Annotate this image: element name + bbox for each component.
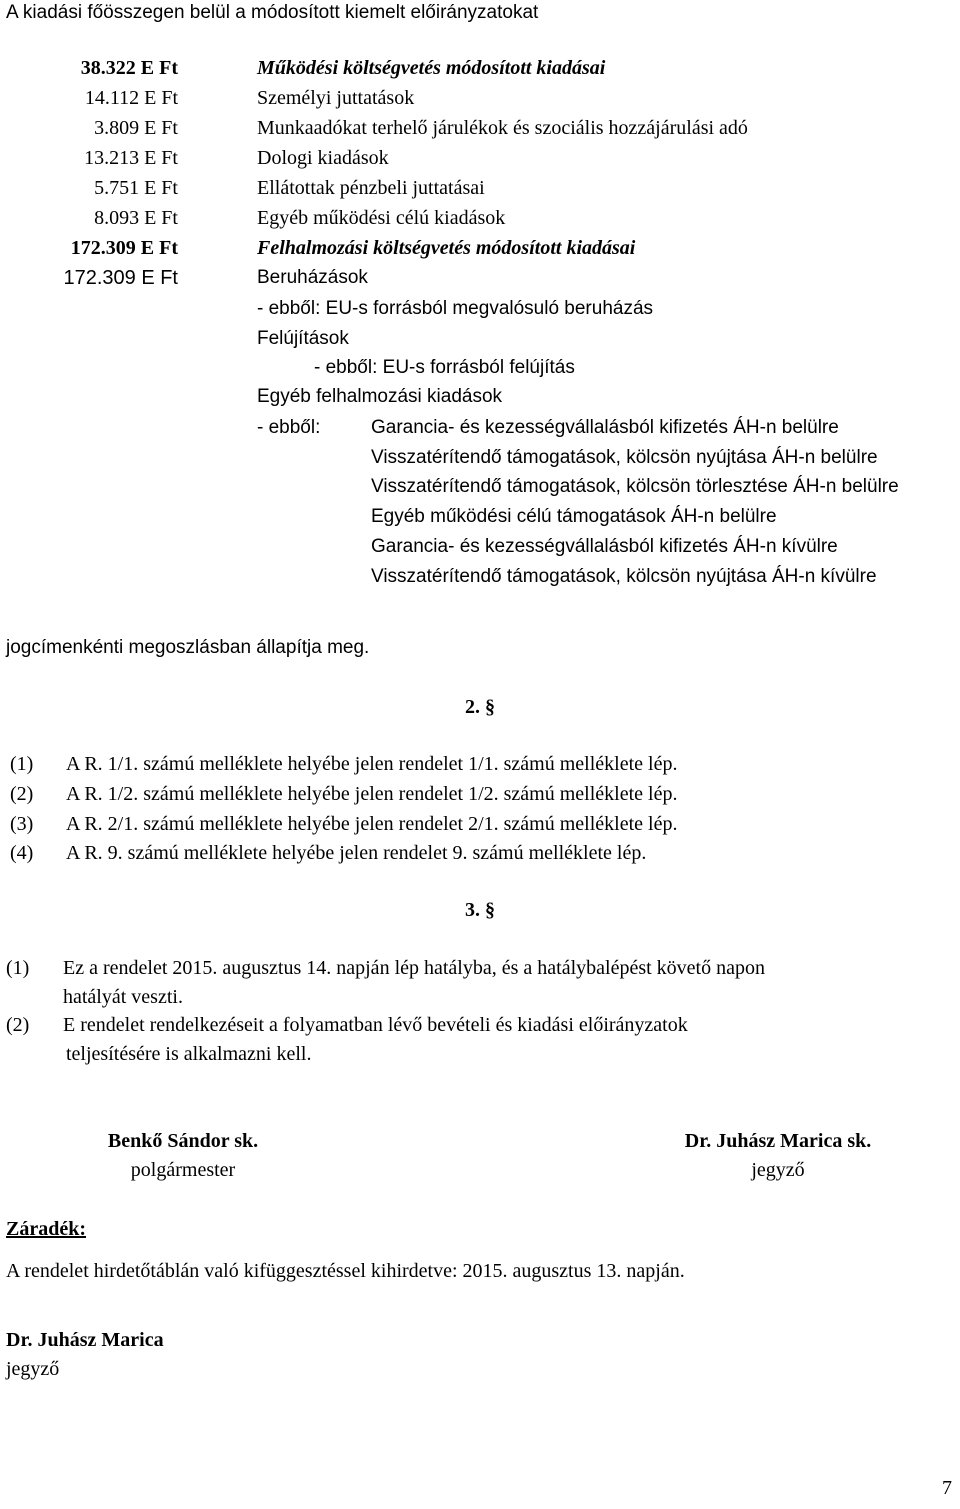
item-text: hatályát veszti.	[63, 986, 183, 1008]
signature-title-right: jegyző	[751, 1159, 805, 1181]
sub-item: Egyéb működési célú támogatások ÁH-n belülre	[371, 506, 777, 527]
budget-label: Egyéb működési célú kiadások	[257, 207, 506, 229]
budget-amount: 5.751 E Ft	[94, 177, 178, 199]
item-text: E rendelet rendelkezéseit a folyamatban lévő bevételi és kiadási előirányzatok	[63, 1014, 688, 1036]
signature-name-right: Dr. Juhász Marica sk.	[684, 1130, 872, 1152]
sub-item: Visszatérítendő támogatások, kölcsön nyújtása ÁH-n kívülre	[371, 566, 877, 587]
budget-amount: 13.213 E Ft	[84, 147, 178, 169]
budget-label: Munkaadókat terhelő járulékok és szociális hozzájárulási adó	[257, 117, 748, 139]
sub-item: Visszatérítendő támogatások, kölcsön törlesztése ÁH-n belülre	[371, 476, 899, 497]
budget-label: Dologi kiadások	[257, 147, 389, 169]
signature-name-left: Benkő Sándor sk.	[107, 1130, 259, 1152]
budget-amount: 38.322 E Ft	[80, 57, 178, 79]
sub-item: Visszatérítendő támogatások, kölcsön nyújtása ÁH-n belülre	[371, 447, 878, 468]
zaradek-label: Záradék:	[6, 1218, 86, 1240]
sub-item: Garancia- és kezességvállalásból kifizetés ÁH-n belülre	[371, 417, 839, 438]
page-number: 7	[942, 1477, 952, 1499]
budget-label: Személyi juttatások	[257, 87, 415, 109]
budget-amount: 8.093 E Ft	[94, 207, 178, 229]
budget-amount: 14.112 E Ft	[84, 87, 178, 109]
section-heading: 2. §	[465, 696, 495, 718]
sub-item: Garancia- és kezességvállalásból kifizetés ÁH-n kívülre	[371, 536, 838, 557]
item-text: A R. 1/2. számú melléklete helyébe jelen rendelet 1/2. számú melléklete lép.	[66, 783, 678, 805]
item-number: (1)	[10, 753, 34, 775]
final-signature-name: Dr. Juhász Marica	[6, 1329, 164, 1351]
sub-item-prefix: - ebből:	[257, 417, 321, 438]
zaradek-text: A rendelet hirdetőtáblán való kifüggesztéssel kihirdetve: 2015. augusztus 13. napján.	[6, 1260, 685, 1282]
budget-label: Beruházások	[257, 267, 368, 288]
item-number: (4)	[10, 842, 34, 864]
final-signature-title: jegyző	[6, 1358, 60, 1380]
budget-label: Működési költségvetés módosított kiadásai	[257, 57, 606, 79]
item-number: (3)	[10, 813, 34, 835]
item-text: A R. 1/1. számú melléklete helyébe jelen rendelet 1/1. számú melléklete lép.	[66, 753, 678, 775]
item-number: (2)	[6, 1014, 30, 1036]
budget-amount: 3.809 E Ft	[94, 117, 178, 139]
budget-amount: 172.309 E Ft	[70, 237, 178, 259]
sub-item: Felújítások	[257, 328, 349, 349]
closing-line: jogcímenkénti megoszlásban állapítja meg.	[6, 637, 370, 658]
intro-text: A kiadási főösszegen belül a módosított kiemelt előirányzatokat	[6, 2, 539, 23]
signature-title-left: polgármester	[130, 1159, 236, 1181]
item-text: A R. 2/1. számú melléklete helyébe jelen rendelet 2/1. számú melléklete lép.	[66, 813, 678, 835]
budget-amount: 172.309 E Ft	[63, 267, 178, 289]
sub-item: - ebből: EU-s forrásból felújítás	[314, 357, 575, 378]
item-number: (1)	[6, 957, 30, 979]
sub-item: Egyéb felhalmozási kiadások	[257, 386, 503, 407]
section-heading: 3. §	[465, 899, 495, 921]
item-text: Ez a rendelet 2015. augusztus 14. napján lép hatályba, és a hatálybalépést követő napon	[63, 957, 765, 979]
item-text: A R. 9. számú melléklete helyébe jelen rendelet 9. számú melléklete lép.	[66, 842, 647, 864]
item-number: (2)	[10, 783, 34, 805]
budget-label: Felhalmozási költségvetés módosított kiadásai	[257, 237, 636, 259]
item-text: teljesítésére is alkalmazni kell.	[66, 1043, 312, 1065]
budget-label: Ellátottak pénzbeli juttatásai	[257, 177, 485, 199]
sub-item: - ebből: EU-s forrásból megvalósuló beruházás	[257, 298, 654, 319]
